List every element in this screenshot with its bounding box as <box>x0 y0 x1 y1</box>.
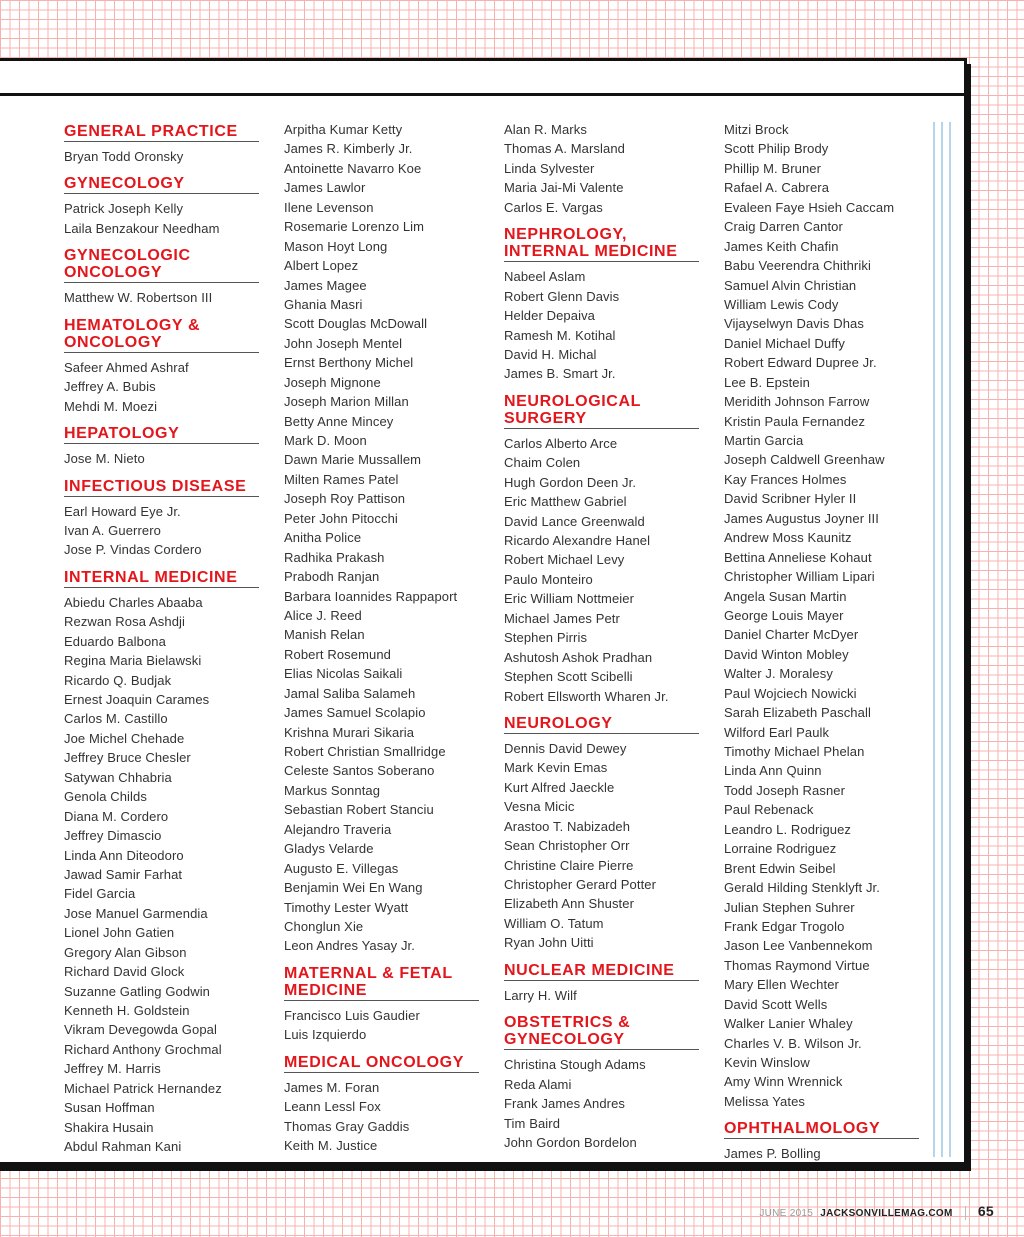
physician-name: Antoinette Navarro Koe <box>284 160 422 176</box>
physician-name: Chonglun Xie <box>284 918 364 934</box>
physician-name: Hugh Gordon Deen Jr. <box>504 474 637 490</box>
physician-name: Michael Patrick Hernandez <box>64 1080 222 1096</box>
physician-name: Jamal Saliba Salameh <box>284 685 416 701</box>
physician-name: Stephen Scott Scibelli <box>504 669 633 685</box>
physician-name: Joseph Roy Pattison <box>284 491 406 507</box>
specialty-heading: OPHTHALMOLOGY <box>724 1120 919 1139</box>
physician-name: John Gordon Bordelon <box>504 1134 637 1150</box>
physician-name: Eduardo Balbona <box>64 633 166 649</box>
physician-name: William Lewis Cody <box>724 296 839 312</box>
physician-name: Thomas A. Marsland <box>504 141 626 157</box>
physician-name: Robert Michael Levy <box>504 552 625 568</box>
specialty-heading: NEUROLOGICAL SURGERY <box>504 393 699 429</box>
physician-name: Matthew W. Robertson III <box>64 290 213 306</box>
physician-name: Scott Douglas McDowall <box>284 316 428 332</box>
specialty-heading: INTERNAL MEDICINE <box>64 569 259 588</box>
physician-name: Robert Ellsworth Wharen Jr. <box>504 688 669 704</box>
physician-name: Ivan A. Guerrero <box>64 522 161 538</box>
physician-name: Michael James Petr <box>504 610 620 626</box>
physician-name: Augusto E. Villegas <box>284 860 399 876</box>
physician-name: Christina Stough Adams <box>504 1057 646 1073</box>
physician-name: Paulo Monteiro <box>504 571 593 587</box>
physician-name: Elias Nicolas Saikali <box>284 666 403 682</box>
physician-name: Meridith Johnson Farrow <box>724 394 870 410</box>
physician-name: Mehdi M. Moezi <box>64 398 158 414</box>
physician-name: Richard Anthony Grochmal <box>64 1041 222 1057</box>
physician-name: Sean Christopher Orr <box>504 838 630 854</box>
physician-name: Arpitha Kumar Ketty <box>284 122 403 137</box>
physician-name: Chaim Colen <box>504 455 581 471</box>
physician-name: Stephen Pirris <box>504 630 588 646</box>
physician-name: Linda Ann Diteodoro <box>64 847 184 863</box>
physician-name: Jawad Samir Farhat <box>64 866 183 882</box>
physician-name: Krishna Murari Sikaria <box>284 724 415 740</box>
physician-name: Genola Childs <box>64 789 147 805</box>
physician-name: Andrew Moss Kaunitz <box>724 530 852 546</box>
physician-name: Bryan Todd Oronsky <box>64 149 184 164</box>
physician-name: Abiedu Charles Abaaba <box>64 594 203 610</box>
physician-name: Larry H. Wilf <box>504 987 577 1003</box>
physician-name: Ryan John Uitti <box>504 935 594 951</box>
physician-name: Martin Garcia <box>724 433 804 448</box>
physician-name: Timothy Michael Phelan <box>724 744 865 759</box>
specialty-heading: GYNECOLOGIC ONCOLOGY <box>64 247 259 283</box>
physician-name: John Joseph Mentel <box>284 335 403 351</box>
physician-name: Sarah Elizabeth Paschall <box>724 705 871 721</box>
physician-name: Albert Lopez <box>284 258 359 274</box>
physician-name: Julian Stephen Suhrer <box>724 899 855 915</box>
specialty-heading: GYNECOLOGY <box>64 175 259 194</box>
page-footer <box>759 1203 994 1220</box>
physician-name: Jeffrey A. Bubis <box>64 379 156 395</box>
physician-name: Angela Susan Martin <box>724 588 847 604</box>
physician-name: Robert Rosemund <box>284 646 391 662</box>
physician-name: Rezwan Rosa Ashdji <box>64 614 186 630</box>
physician-name: Ghania Masri <box>284 296 363 312</box>
physician-name: Phillip M. Bruner <box>724 160 822 176</box>
physician-name: David Scott Wells <box>724 996 828 1012</box>
physician-name: Linda Ann Quinn <box>724 763 822 779</box>
physician-name: James Keith Chafin <box>724 238 839 254</box>
physician-name: Maria Jai-Mi Valente <box>504 180 624 196</box>
physician-name: Vikram Devegowda Gopal <box>64 1022 217 1038</box>
physician-name: James B. Smart Jr. <box>504 366 616 382</box>
physician-name: Christopher William Lipari <box>724 569 875 585</box>
physician-name: Gladys Velarde <box>284 841 374 857</box>
physician-name: David Lance Greenwald <box>504 513 645 529</box>
physician-name: Radhika Prakash <box>284 549 385 565</box>
specialty-heading: HEMATOLOGY & ONCOLOGY <box>64 317 259 353</box>
physician-name: Daniel Charter McDyer <box>724 627 859 643</box>
physician-name: Mark D. Moon <box>284 433 367 448</box>
physician-name: Susan Hoffman <box>64 1100 155 1116</box>
physician-name: Gregory Alan Gibson <box>64 944 187 960</box>
physician-name: David H. Michal <box>504 346 597 362</box>
specialty-heading: OBSTETRICS & GYNECOLOGY <box>504 1014 699 1050</box>
physician-name: Christine Claire Pierre <box>504 857 634 873</box>
physician-name: Leon Andres Yasay Jr. <box>284 938 415 954</box>
physician-name: Joe Michel Chehade <box>64 730 185 746</box>
physician-name: Joseph Marion Millan <box>284 394 409 410</box>
physician-name: Markus Sonntag <box>284 782 381 798</box>
physician-name: Mitzi Brock <box>724 122 789 137</box>
physician-name: Ricardo Alexandre Hanel <box>504 533 651 548</box>
physician-name: Tim Baird <box>504 1115 561 1131</box>
physician-name: Mason Hoyt Long <box>284 238 388 254</box>
physician-name: Joseph Mignone <box>284 374 381 390</box>
physician-name: Lionel John Gatien <box>64 925 175 941</box>
physician-name: Todd Joseph Rasner <box>724 782 846 798</box>
physician-name: Thomas Raymond Virtue <box>724 957 870 973</box>
physician-name: Bettina Anneliese Kohaut <box>724 549 872 565</box>
physician-name: Elizabeth Ann Shuster <box>504 896 635 912</box>
physician-name: Alan R. Marks <box>504 122 587 137</box>
physician-name: Suzanne Gatling Godwin <box>64 983 211 999</box>
physician-name: Reda Alami <box>504 1076 572 1092</box>
physician-name: Ashutosh Ashok Pradhan <box>504 649 653 665</box>
directory-column-1 <box>64 120 259 1157</box>
physician-name: Carlos E. Vargas <box>504 199 603 215</box>
physician-name: Mark Kevin Emas <box>504 760 608 776</box>
physician-name: Christopher Gerard Potter <box>504 877 657 892</box>
specialty-heading: NEPHROLOGY, INTERNAL MEDICINE <box>504 226 699 262</box>
physician-name: Diana M. Cordero <box>64 808 169 824</box>
footer-divider <box>965 1206 966 1220</box>
physician-name: Brent Edwin Seibel <box>724 860 836 876</box>
physician-name: Paul Wojciech Nowicki <box>724 685 857 701</box>
physician-name: Lorraine Rodriguez <box>724 841 837 857</box>
physician-name: Mary Ellen Wechter <box>724 977 839 993</box>
decorative-line <box>941 122 943 1157</box>
physician-name: Charles V. B. Wilson Jr. <box>724 1035 862 1051</box>
issue-date: JUNE 2015 <box>759 1208 814 1219</box>
physician-name: Walker Lanier Whaley <box>724 1016 853 1032</box>
physician-name: Jeffrey M. Harris <box>64 1061 161 1077</box>
physician-name: Benjamin Wei En Wang <box>284 880 423 896</box>
header-band <box>0 61 964 96</box>
physician-name: Frank Edgar Trogolo <box>724 918 845 934</box>
physician-name: Abdul Rahman Kani <box>64 1139 182 1155</box>
physician-name: Robert Edward Dupree Jr. <box>724 355 877 371</box>
physician-name: Melissa Yates <box>724 1093 806 1109</box>
decorative-line <box>933 122 935 1157</box>
physician-name: James R. Kimberly Jr. <box>284 141 413 157</box>
physician-name: Betty Anne Mincey <box>284 413 394 429</box>
physician-name: George Louis Mayer <box>724 607 844 623</box>
physician-name: Kay Frances Holmes <box>724 471 847 487</box>
physician-name: Jeffrey Dimascio <box>64 828 162 844</box>
specialty-heading: GENERAL PRACTICE <box>64 123 259 142</box>
physician-name: Anitha Police <box>284 530 362 546</box>
physician-name: Jose M. Nieto <box>64 451 145 467</box>
physician-name: Jose P. Vindas Cordero <box>64 542 202 558</box>
physician-name: Scott Philip Brody <box>724 141 829 157</box>
physician-name: Amy Winn Wrennick <box>724 1074 843 1090</box>
physician-name: Robert Christian Smallridge <box>284 744 446 759</box>
physician-name: Eric William Nottmeier <box>504 591 635 607</box>
physician-name: Wilford Earl Paulk <box>724 724 830 740</box>
physician-name: Ernest Joaquin Carames <box>64 692 210 707</box>
physician-name: Prabodh Ranjan <box>284 569 380 585</box>
specialty-heading: HEPATOLOGY <box>64 425 259 444</box>
physician-name: Daniel Michael Duffy <box>724 335 845 351</box>
physician-name: Leandro L. Rodriguez <box>724 821 852 837</box>
physician-name: Sebastian Robert Stanciu <box>284 802 434 818</box>
physician-name: Kevin Winslow <box>724 1055 810 1070</box>
physician-name: Vijayselwyn Davis Dhas <box>724 316 864 332</box>
physician-name: Thomas Gray Gaddis <box>284 1118 410 1134</box>
specialty-heading: MEDICAL ONCOLOGY <box>284 1054 479 1073</box>
physician-name: Walter J. Moralesy <box>724 666 833 682</box>
physician-name: Lee B. Epstein <box>724 374 810 390</box>
physician-name: Helder Depaiva <box>504 308 596 324</box>
specialty-heading: NUCLEAR MEDICINE <box>504 962 699 981</box>
physician-name: Jose Manuel Garmendia <box>64 905 208 921</box>
card-shadow-bottom <box>0 1165 970 1171</box>
physician-name: Alice J. Reed <box>284 607 362 623</box>
physician-name: William O. Tatum <box>504 915 604 931</box>
physician-name: Samuel Alvin Christian <box>724 277 857 293</box>
physician-name: Patrick Joseph Kelly <box>64 201 184 217</box>
physician-name: David Winton Mobley <box>724 646 849 662</box>
physician-name: Keith M. Justice <box>284 1138 378 1153</box>
physician-name: David Scribner Hyler II <box>724 491 857 507</box>
physician-name: Satywan Chhabria <box>64 769 172 785</box>
physician-name: Earl Howard Eye Jr. <box>64 503 181 519</box>
physician-name: Timothy Lester Wyatt <box>284 899 409 915</box>
physician-name: Regina Maria Bielawski <box>64 653 202 669</box>
physician-name: Laila Benzakour Needham <box>64 220 220 236</box>
physician-name: Rosemarie Lorenzo Lim <box>284 219 425 235</box>
physician-name: Rafael A. Cabrera <box>724 180 830 196</box>
physician-name: Ricardo Q. Budjak <box>64 672 172 688</box>
physician-name: James P. Bolling <box>724 1146 821 1162</box>
physician-name: Leann Lessl Fox <box>284 1099 381 1115</box>
physician-name: Eric Matthew Gabriel <box>504 494 627 510</box>
physician-name: Nabeel Aslam <box>504 269 586 285</box>
physician-name: James Lawlor <box>284 180 366 196</box>
physician-name: Ilene Levenson <box>284 199 374 215</box>
specialty-heading: MATERNAL & FETAL MEDICINE <box>284 965 479 1001</box>
physician-name: Arastoo T. Nabizadeh <box>504 818 631 834</box>
physician-name: Dennis David Dewey <box>504 740 627 756</box>
physician-name: Paul Rebenack <box>724 802 814 818</box>
physician-name: Shakira Husain <box>64 1119 154 1135</box>
decorative-line <box>949 122 951 1157</box>
specialty-heading: NEUROLOGY <box>504 715 699 734</box>
directory-column-2 <box>284 120 479 1155</box>
website-link[interactable]: JACKSONVILLEMAG.COM <box>820 1208 953 1219</box>
physician-name: Kurt Alfred Jaeckle <box>504 779 615 795</box>
physician-name: Babu Veerendra Chithriki <box>724 258 871 274</box>
physician-name: Francisco Luis Gaudier <box>284 1007 420 1023</box>
physician-name: Jeffrey Bruce Chesler <box>64 750 191 766</box>
card-shadow-right <box>967 64 971 1171</box>
physician-name: Ernst Berthony Michel <box>284 355 414 371</box>
physician-name: Jason Lee Vanbennekom <box>724 938 873 954</box>
physician-name: Robert Glenn Davis <box>504 288 620 304</box>
physician-name: Richard David Glock <box>64 964 185 980</box>
physician-name: Carlos M. Castillo <box>64 711 168 727</box>
physician-name: Gerald Hilding Stenklyft Jr. <box>724 880 880 896</box>
physician-name: Carlos Alberto Arce <box>504 435 618 451</box>
physician-name: Safeer Ahmed Ashraf <box>64 359 189 375</box>
physician-name: James M. Foran <box>284 1079 380 1095</box>
physician-name: Dawn Marie Mussallem <box>284 452 422 468</box>
physician-name: Linda Sylvester <box>504 160 595 176</box>
physician-name: Craig Darren Cantor <box>724 219 843 235</box>
physician-name: Vesna Micic <box>504 799 575 815</box>
directory-column-3 <box>504 120 699 1152</box>
physician-name: Luis Izquierdo <box>284 1027 367 1043</box>
physician-name: Peter John Pitocchi <box>284 510 398 526</box>
physician-name: Kenneth H. Goldstein <box>64 1003 190 1018</box>
physician-name: James Samuel Scolapio <box>284 705 426 721</box>
physician-name: Milten Rames Patel <box>284 471 399 487</box>
physician-name: Manish Relan <box>284 627 365 643</box>
physician-name: Evaleen Faye Hsieh Caccam <box>724 199 895 215</box>
physician-name: Ramesh M. Kotihal <box>504 327 616 343</box>
physician-name: Kristin Paula Fernandez <box>724 413 866 429</box>
directory-column-4 <box>724 120 919 1164</box>
page-number: 65 <box>977 1203 994 1219</box>
physician-name: Frank James Andres <box>504 1096 626 1112</box>
physician-name: James Augustus Joyner III <box>724 510 879 526</box>
physician-name: Joseph Caldwell Greenhaw <box>724 452 885 468</box>
physician-name: Celeste Santos Soberano <box>284 763 435 779</box>
physician-name: Barbara Ioannides Rappaport <box>284 588 458 604</box>
physician-name: James Magee <box>284 277 367 293</box>
physician-name: Alejandro Traveria <box>284 821 392 837</box>
specialty-heading: INFECTIOUS DISEASE <box>64 478 259 497</box>
physician-name: Fidel Garcia <box>64 886 136 902</box>
